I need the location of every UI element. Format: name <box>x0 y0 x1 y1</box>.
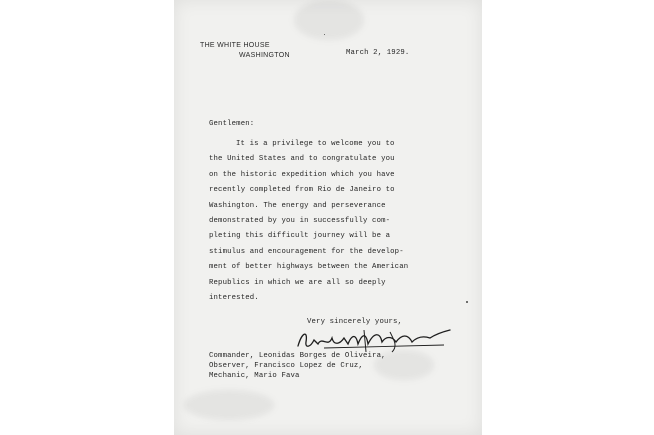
body-line: interested. <box>209 294 259 303</box>
salutation: Gentlemen: <box>209 120 255 128</box>
body-line: Republics in which we are all so deeply <box>209 278 386 287</box>
body-line: ment of better highways between the American <box>209 263 409 272</box>
body-line: It is a privilege to welcome you to <box>236 140 395 148</box>
body-line: pleting this difficult journey will be a <box>209 232 391 241</box>
paper-smudge <box>294 0 364 40</box>
body-line: recently completed from Rio de Janeiro to <box>209 186 395 195</box>
ink-speck <box>324 34 325 35</box>
addressee-line: Commander, Leonidas Borges de Oliveira, <box>209 352 386 360</box>
addressee-line: Mechanic, Mario Fava <box>209 372 300 380</box>
body-line: the United States and to congratulate you <box>209 155 395 164</box>
letter-page <box>174 0 482 435</box>
body-line: demonstrated by you in successfully com- <box>209 217 391 226</box>
letter-date: March 2, 1929. <box>346 49 410 57</box>
addressee-line: Observer, Francisco Lopez de Cruz, <box>209 362 363 370</box>
ink-speck <box>466 301 468 303</box>
letterhead-title: THE WHITE HOUSE <box>200 42 270 49</box>
letterhead-subtitle: WASHINGTON <box>239 52 290 59</box>
paper-smudge <box>184 390 274 420</box>
body-line: stimulus and encouragement for the develop- <box>209 247 404 256</box>
letter-body <box>209 137 408 306</box>
closing: Very sincerely yours, <box>307 318 403 326</box>
body-line: Washington. The energy and perseverance <box>209 201 386 210</box>
body-line: on the historic expedition which you have <box>209 170 395 179</box>
